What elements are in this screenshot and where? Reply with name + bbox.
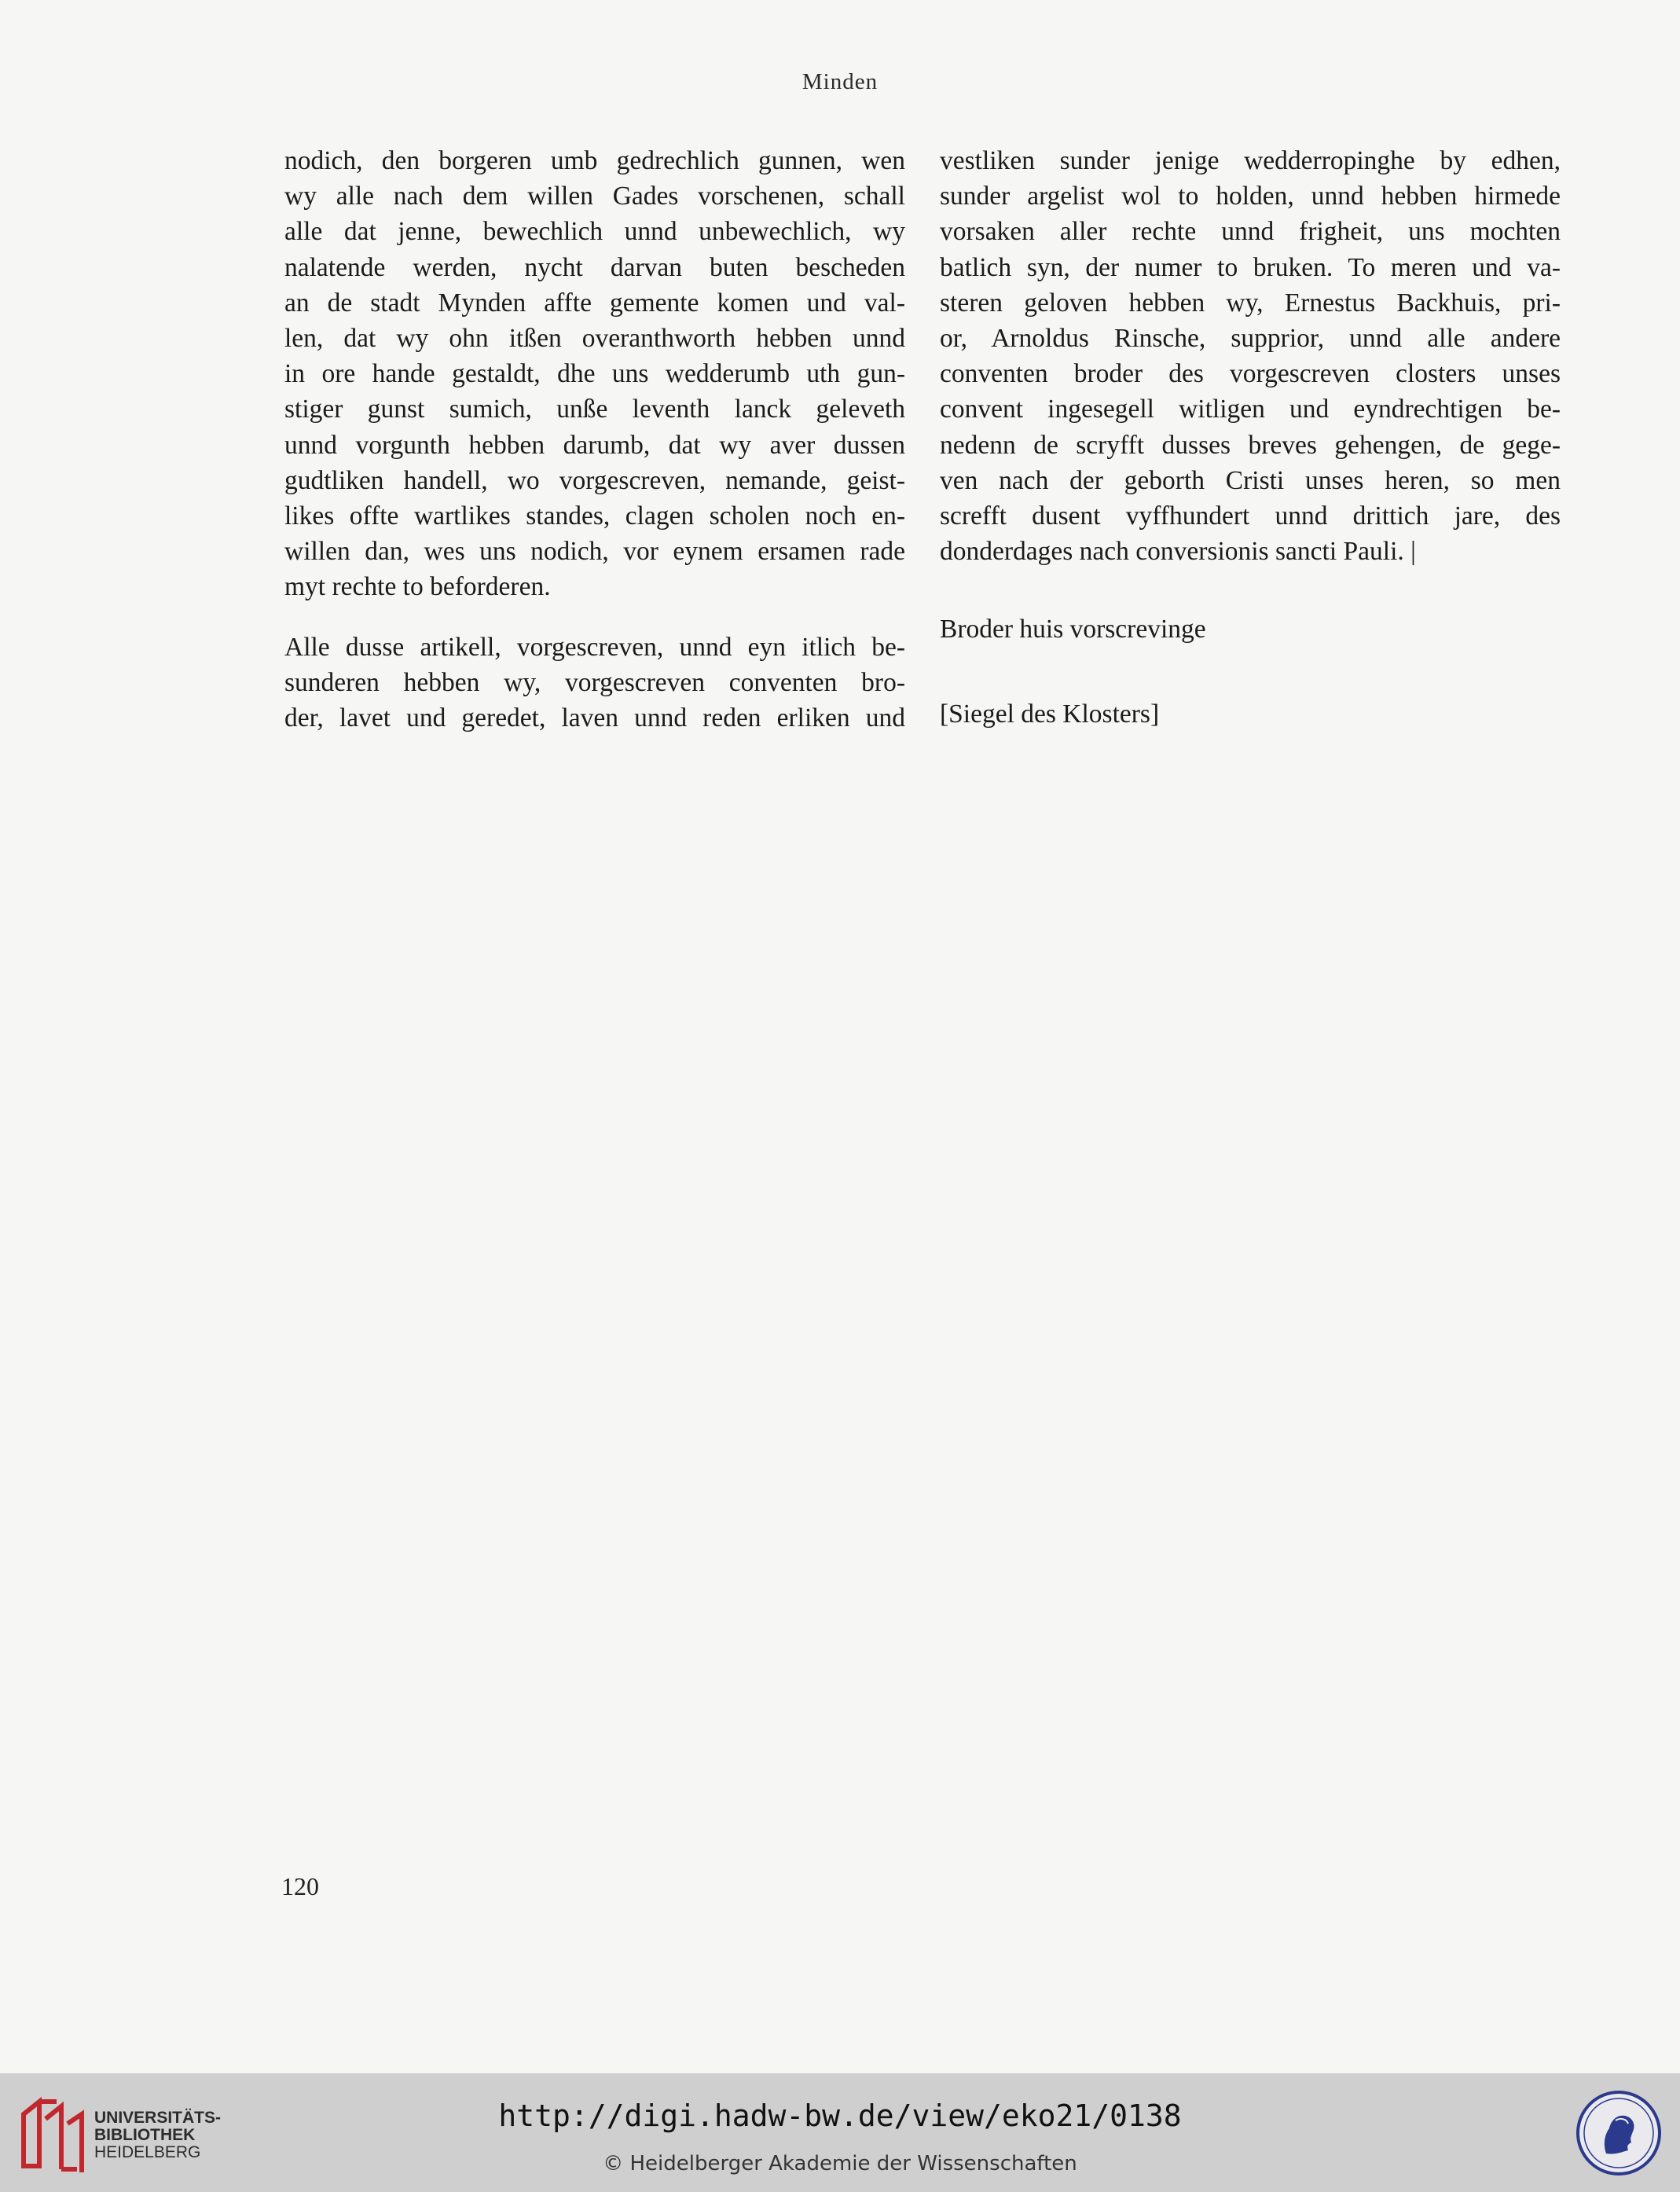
left-column <box>284 143 905 736</box>
text-line: batlich syn, der numer to bruken. To meren und va- <box>940 252 1561 282</box>
text-line: der, lavet und geredet, laven unnd reden erliken und <box>284 703 905 733</box>
running-head: Minden <box>801 69 879 94</box>
text-line: donderdages nach conversionis sancti Pauli. | <box>940 537 1416 567</box>
right-paragraph <box>940 143 1561 569</box>
text-line: willen dan, wes uns nodich, vor eynem ersamen rade <box>284 537 905 567</box>
text-line: steren geloven hebben wy, Ernestus Backhuis, pri- <box>940 288 1561 318</box>
logo-line: BIBLIOTHEK <box>94 2126 196 2144</box>
text-line: nalatende werden, nycht darvan buten bescheden <box>284 252 905 282</box>
dorsal-note: Broder huis vorscrevinge <box>940 615 1206 644</box>
permalink-url[interactable]: http://digi.hadw-bw.de/view/eko21/0138 <box>498 2098 1182 2133</box>
logo-line: HEIDELBERG <box>94 2143 201 2161</box>
text-line: alle dat jenne, bewechlich unnd unbewechlich, wy <box>284 217 905 247</box>
text-line: Alle dusse artikell, vorgescreven, unnd eyn itlich be- <box>284 632 905 662</box>
text-line: myt rechte to beforderen. <box>284 572 551 602</box>
copyright-notice: © Heidelberger Akademie der Wissenschaften <box>603 2152 1077 2175</box>
text-line: in ore hande gestaldt, dhe uns wedderumb uth gun- <box>284 359 905 389</box>
left-paragraph-2 <box>284 630 905 736</box>
text-line: vorsaken aller rechte unnd frigheit, uns mochten <box>940 217 1561 247</box>
academy-seal-icon[interactable] <box>1575 2089 1663 2177</box>
text-line: an de stadt Mynden affte gemente komen und val- <box>284 288 905 318</box>
text-line: wy alle nach dem willen Gades vorschenen, schall <box>284 182 905 211</box>
text-line: convent ingesegell witligen und eyndrechtigen be- <box>940 395 1561 424</box>
text-line: ven nach der geborth Cristi unses heren, so men <box>940 465 1561 495</box>
seal-note: [Siegel des Klosters] <box>940 699 1160 729</box>
text-line: likes offte wartlikes standes, clagen scholen noch en- <box>284 501 905 531</box>
text-line: screfft dusent vyffhundert unnd drittich jare, des <box>940 501 1561 531</box>
logo-line: UNIVERSITÄTS- <box>94 2109 222 2127</box>
text-line: stiger gunst sumich, unße leventh lanck geleveth <box>284 395 905 424</box>
text-line: nedenn de scryfft dusses breves gehengen, de gege- <box>940 430 1561 460</box>
text-line: or, Arnoldus Rinsche, supprior, unnd alle andere <box>940 324 1561 354</box>
right-column <box>940 143 1561 732</box>
text-line: vestliken sunder jenige wedderropinghe by edhen, <box>940 146 1561 175</box>
text-line: nodich, den borgeren umb gedrechlich gunnen, wen <box>284 146 905 175</box>
page-number: 120 <box>281 1872 319 1900</box>
viewer-footer <box>0 2073 1680 2192</box>
left-paragraph-1 <box>284 143 905 605</box>
text-line: len, dat wy ohn itßen overanthworth hebben unnd <box>284 324 905 354</box>
text-line: gudtliken handell, wo vorgescreven, nemande, geist- <box>284 465 905 495</box>
text-line: unnd vorgunth hebben darumb, dat wy aver dussen <box>284 430 905 460</box>
text-line: conventen broder des vorgescreven closters unses <box>940 359 1561 389</box>
text-line: sunderen hebben wy, vorgescreven conventen bro- <box>284 667 905 697</box>
text-line: sunder argelist wol to holden, unnd hebben hirmede <box>940 182 1561 211</box>
